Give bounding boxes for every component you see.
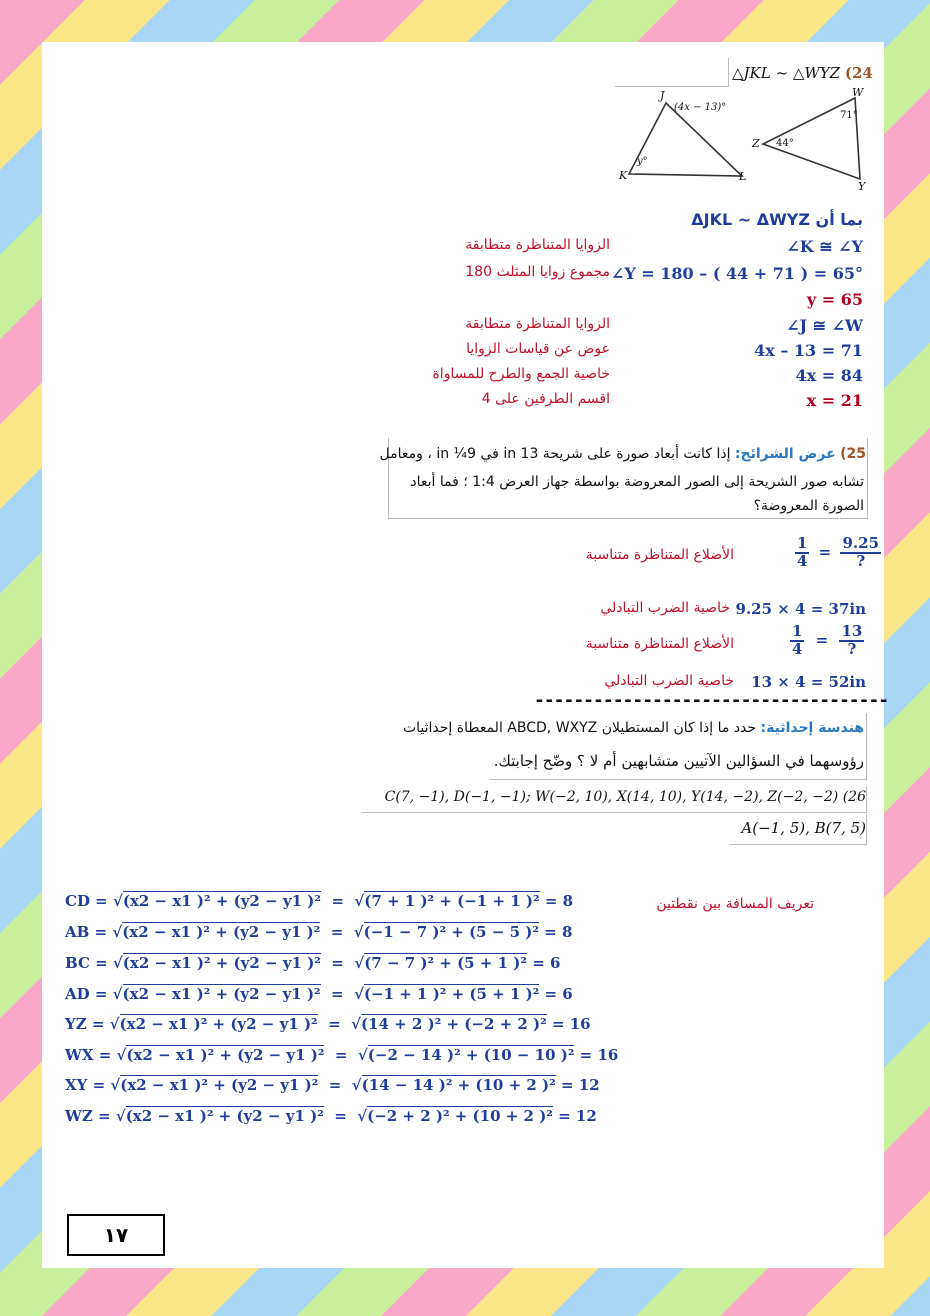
q25-line-1: 25) عرض الشرائح: إذا كانت أبعاد صورة على شريحة 13 in في 9¼ in ، ومعامل	[379, 446, 866, 462]
vertex-y: Y	[858, 180, 866, 193]
q25-line-2: تشابه صور الشريحة إلى الصور المعروضة بواسطة جهاز العرض 1:4 ؛ فما أبعاد	[410, 474, 864, 490]
vertex-l: L	[739, 170, 747, 183]
q26-title: هندسة إحداثية:	[760, 720, 864, 736]
q25-proportion-2: $\frac{1}{4}$ = $\frac{13}{?}$	[792, 622, 863, 658]
q24-step-4: ∠J ≅ ∠W	[786, 316, 863, 335]
distance-row-xy: XY = √(x2 − x1 )² + (y2 − y1 )² = √(14 − 14 )² + (10 + 2 )² = 12	[65, 1076, 600, 1094]
angle-k-label: y°	[637, 156, 648, 167]
q25-reason-1: الأضلاع المتناظرة متناسبة	[585, 547, 734, 563]
q25-step-4: 13 × 4 = 52in	[751, 673, 866, 691]
page-number: ١٧	[67, 1214, 165, 1256]
vertex-k: K	[619, 169, 628, 182]
q26-coordinates: C(7, −1), D(−1, −1); W(−2, 10), X(14, 10), Y(14, −2), Z(−2, −2) (26	[384, 789, 866, 805]
distance-row-wz: WZ = √(x2 − x1 )² + (y2 − y1 )² = √(−2 + 2 )² + (10 + 2 )² = 12	[65, 1107, 597, 1125]
q26-line-1: هندسة إحداثية: حدد ما إذا كان المستطيلان ABCD, WXYZ المعطاة إحداثيات	[402, 720, 864, 736]
q24-reason-4: الزوايا المتناظرة متطابقة	[465, 316, 610, 332]
q24-given: بما أن ΔJKL ~ ΔWYZ	[691, 210, 863, 229]
angle-j-label: (4x − 13)°	[674, 102, 727, 113]
q24-reason-2: مجموع زوايا المثلث 180	[465, 264, 610, 280]
q24-reason-6: خاصية الجمع والطرح للمساواة	[432, 366, 610, 382]
q26-line-2: رؤوسهما في السؤالين الآتيين متشابهين أم لا ؟ وضّح إجابتك.	[493, 752, 864, 770]
q24-statement: △JKL ~ △WYZ (24	[732, 64, 873, 82]
distance-row-yz: YZ = √(x2 − x1 )² + (y2 − y1 )² = √(14 + 2 )² + (−2 + 2 )² = 16	[65, 1015, 591, 1033]
distance-row-ad: AD = √(x2 − x1 )² + (y2 − y1 )² = √(−1 + 1 )² + (5 + 1 )² = 6	[65, 985, 573, 1003]
q24-reason-5: عوض عن قياسات الزوايا	[466, 341, 610, 357]
q24-reason-1: الزوايا المتناظرة متطابقة	[465, 237, 610, 253]
triangles-figure	[612, 84, 874, 194]
q24-step-7: x = 21	[806, 391, 863, 410]
q25-reason-2: خاصية الضرب التبادلي	[600, 600, 730, 616]
q25-proportion-1: $\frac{1}{4}$ = $\frac{9.25}{?}$	[797, 534, 880, 570]
q25-number: 25)	[840, 446, 866, 462]
distance-row-cd: CD = √(x2 − x1 )² + (y2 − y1 )² = √(7 + 1 )² + (−1 + 1 )² = 8	[65, 892, 574, 910]
q24-step-1: ∠K ≅ ∠Y	[786, 237, 863, 256]
q25-reason-4: خاصية الضرب التبادلي	[604, 673, 734, 689]
q24-number: (24	[844, 64, 873, 82]
angle-w-label: 71°	[840, 110, 858, 121]
vertex-j: J	[660, 89, 665, 102]
q24-reason-7: اقسم الطرفين على 4	[481, 391, 610, 407]
q25-line-3: الصورة المعروضة؟	[753, 498, 864, 514]
q25-step-2: 9.25 × 4 = 37in	[735, 600, 866, 618]
q25-title: عرض الشرائح:	[734, 446, 836, 462]
q24-step-2: ∠Y = 180 – ( 44 + 71 ) = 65°	[610, 264, 863, 283]
distance-row-ab: AB = √(x2 − x1 )² + (y2 − y1 )² = √(−1 − 7 )² + (5 − 5 )² = 8	[65, 923, 573, 941]
q24-box	[615, 58, 729, 87]
vertex-z: Z	[752, 137, 760, 150]
q25-reason-3: الأضلاع المتناظرة متناسبة	[585, 636, 734, 652]
distance-row-wx: WX = √(x2 − x1 )² + (y2 − y1 )² = √(−2 − 14 )² + (10 − 10 )² = 16	[65, 1046, 619, 1064]
vertex-w: W	[852, 86, 864, 99]
q26-note: تعريف المسافة بين نقطتين	[656, 896, 814, 912]
q24-step-3: y = 65	[806, 290, 863, 309]
section-divider: ------------------------------------	[534, 690, 889, 711]
q26-coordinates-2: A(−1, 5), B(7, 5)	[741, 819, 866, 837]
distance-row-bc: BC = √(x2 − x1 )² + (y2 − y1 )² = √(7 − 7 )² + (5 + 1 )² = 6	[65, 954, 561, 972]
q24-step-6: 4x = 84	[795, 366, 863, 385]
angle-z-label: 44°	[776, 138, 794, 149]
q24-step-5: 4x – 13 = 71	[754, 341, 863, 360]
